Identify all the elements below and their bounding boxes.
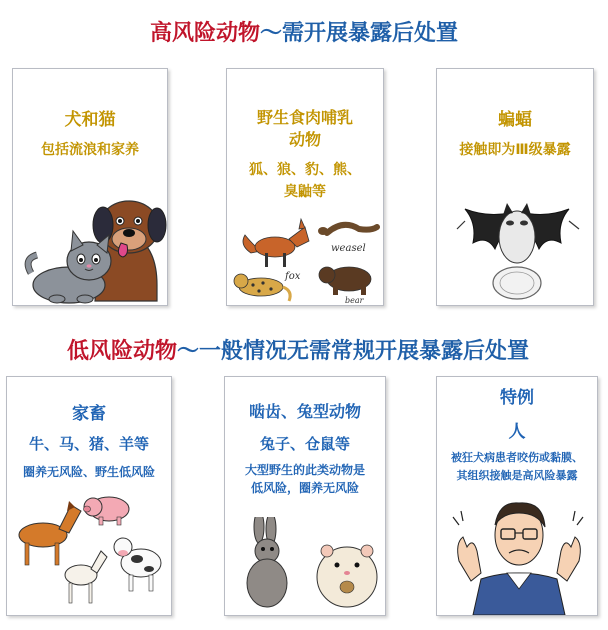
card-title: 犬和猫 xyxy=(64,110,116,130)
card-subtitle: 兔子、仓鼠等 xyxy=(259,435,350,453)
card-humans xyxy=(436,376,598,616)
high-risk-action: ～需开展暴露后处置 xyxy=(260,21,459,46)
pig-icon xyxy=(84,497,130,525)
low-risk-heading xyxy=(0,334,602,365)
rodent-illustration xyxy=(229,517,383,613)
card-title: 啮齿、兔型动物 xyxy=(248,402,361,421)
card-note-line1: 被狂犬病患者咬伤或黏膜、 xyxy=(451,451,583,464)
card-note: 圈养无风险、野生低风险 xyxy=(22,465,155,479)
card-subtitle-line2: 臭鼬等 xyxy=(284,184,326,200)
card-subtitle: 接触即为Ⅲ级暴露 xyxy=(459,142,571,158)
card-rodents xyxy=(224,376,386,616)
fox-label: fox xyxy=(285,271,301,282)
card-subtitle: 人 xyxy=(508,422,526,442)
bear-label: bear xyxy=(345,296,364,305)
bat-illustration xyxy=(447,179,587,303)
card-note-line2: 其组织接触是高风险暴露 xyxy=(456,469,578,482)
livestock-illustration xyxy=(9,489,169,613)
high-risk-heading xyxy=(0,16,608,47)
card-title: 蝙蝠 xyxy=(498,110,532,130)
card-subtitle: 包括流浪和家养 xyxy=(41,142,139,158)
low-risk-action: ～一般情况无需常规开展暴露后处置 xyxy=(177,339,530,364)
card-title-line2: 动物 xyxy=(288,130,321,149)
leopard-icon xyxy=(234,274,290,301)
low-risk-label: 低风险动物 xyxy=(66,339,177,364)
card-title: 家畜 xyxy=(72,404,106,424)
hamster-icon xyxy=(317,545,377,607)
cow-icon xyxy=(114,538,161,591)
fox-icon xyxy=(243,219,309,267)
card-title-line1: 野生食肉哺乳 xyxy=(256,108,353,127)
wild-animals-illustration xyxy=(231,207,381,305)
card-dogs-cats xyxy=(12,68,168,306)
card-livestock xyxy=(6,376,172,616)
bear-icon xyxy=(319,267,371,295)
worried-man-illustration xyxy=(451,489,587,615)
card-subtitle-line1: 狐、狼、豹、熊、 xyxy=(249,162,361,178)
high-risk-label: 高风险动物 xyxy=(149,21,260,46)
rabbit-icon xyxy=(247,517,287,607)
card-bats xyxy=(436,68,594,306)
dog-cat-illustration xyxy=(17,189,167,305)
weasel-icon xyxy=(318,225,377,235)
horse-icon xyxy=(19,501,81,565)
card-title: 特例 xyxy=(500,388,534,408)
card-subtitle: 牛、马、猪、羊等 xyxy=(28,435,149,453)
card-note-line2: 低风险，圈养无风险 xyxy=(250,481,359,495)
goat-icon xyxy=(65,551,107,603)
card-note-line1: 大型野生的此类动物是 xyxy=(244,463,365,477)
weasel-label: weasel xyxy=(331,243,366,254)
card-wild-carnivores xyxy=(226,68,384,306)
